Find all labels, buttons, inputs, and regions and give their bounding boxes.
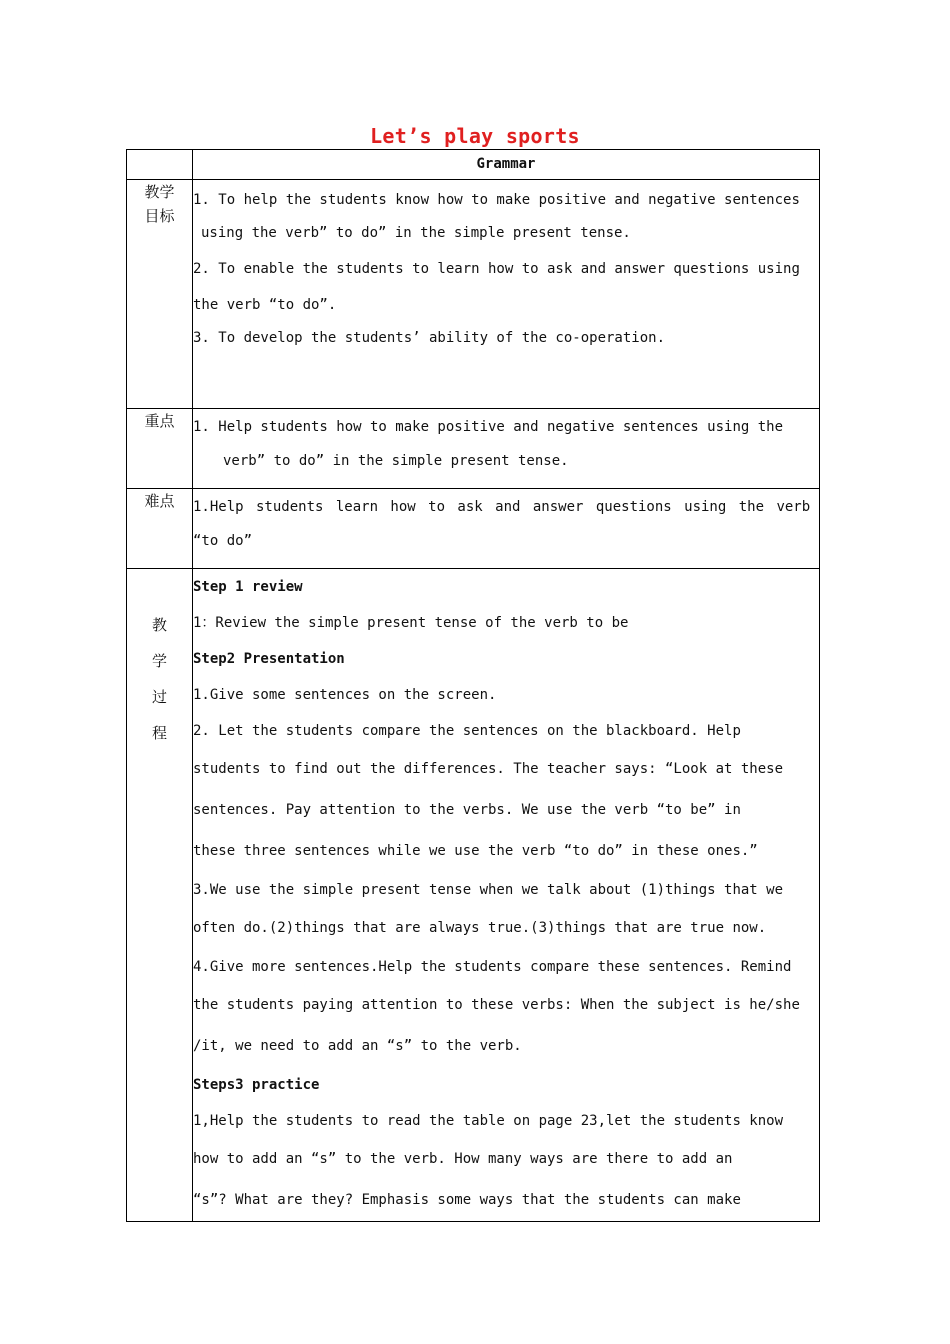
step2-item3-line1: 3.We use the simple present tense when we talk about (1)things that we [193,882,784,898]
table-row-difficulties [127,489,820,569]
step3-item1-line2: how to add an “s” to the verb. How many ways are there to add an [193,1151,733,1167]
objectives-label: 教学 目标 [127,180,193,409]
objective-3: 3. To develop the students’ ability of the co-operation. [193,330,666,346]
step2-item3-line2: often do.(2)things that are always true.(3)things that are true now. [193,920,767,936]
page-title: Let’s play sports [370,124,580,148]
difficulties-content [193,489,820,569]
table-row-key-points [127,409,820,489]
step2-item4-line3: /it, we need to add an “s” to the verb. [193,1038,522,1054]
step3-heading: Steps3 practice [193,1077,320,1093]
objective-2-line1: 2. To enable the students to learn how to ask and answer questions using [193,261,800,277]
key-points-line2: verb” to do” in the simple present tense. [223,453,569,469]
step2-item2-line4: these three sentences while we use the verb “to do” in these ones.” [193,843,758,859]
table-row-process [127,569,820,1222]
objective-1-line2: using the verb” to do” in the simple present tense. [201,225,631,241]
table-row-objectives [127,180,820,409]
objectives-content [193,180,820,409]
step2-item2-line3: sentences. Pay attention to the verbs. We use the verb “to be” in [193,802,741,818]
step2-heading: Step2 Presentation [193,651,345,667]
process-content [193,569,820,1222]
step3-item1-line1: 1,Help the students to read the table on page 23,let the students know [193,1113,784,1129]
difficulties-line2: “to do” [193,533,253,549]
lesson-plan-table [126,149,820,1222]
objective-1-line1: 1. To help the students know how to make positive and negative sentences [193,192,800,208]
key-points-label: 重点 [127,409,193,489]
step2-item1: 1.Give some sentences on the screen. [193,687,497,703]
step1-heading: Step 1 review [193,579,303,595]
table-row-header [127,150,820,180]
header-label-cell [127,150,193,180]
difficulties-label: 难点 [127,489,193,569]
key-points-content [193,409,820,489]
process-label: 教 学 过 程 [127,569,193,1222]
step2-item2-line2: students to find out the differences. The teacher says: “Look at these [193,761,784,777]
objective-2-line2: the verb “to do”. [193,297,337,313]
step2-item4-line1: 4.Give more sentences.Help the students compare these sentences. Remind [193,959,792,975]
header-content-cell [193,150,820,180]
step3-item1-line3: “s”? What are they? Emphasis some ways that the students can make [193,1192,741,1208]
step2-item2-line1: 2. Let the students compare the sentences on the blackboard. Help [193,723,741,739]
step1-item: 1：Review the simple present tense of the verb to be [193,615,629,631]
key-points-line1: 1. Help students how to make positive and negative sentences using the [193,419,784,435]
step2-item4-line2: the students paying attention to these verbs: When the subject is he/she [193,997,800,1013]
difficulties-line1: 1.Help students learn how to ask and answer questions using the verb [193,499,811,515]
grammar-heading: Grammar [476,156,536,172]
